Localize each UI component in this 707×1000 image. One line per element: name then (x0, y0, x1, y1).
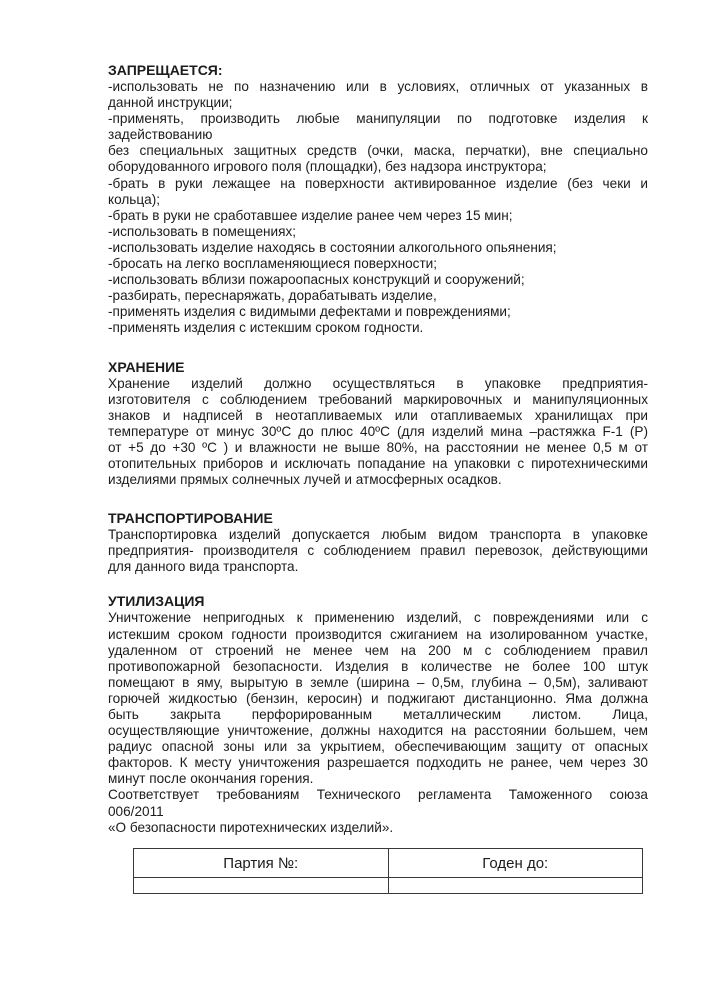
text-line: быть закрыта перфорированным металлическим листом. Лица, (108, 707, 648, 722)
batch-number-label: Партия №: (134, 849, 389, 877)
table-header-row (134, 849, 642, 878)
text-line: от +5 до +30 ºС ) и влажности не выше 80%, на расстоянии не менее 0,5 м от (108, 439, 648, 455)
text-line: Хранение изделий должно осуществляться в упаковке предприятия- (108, 375, 648, 391)
text-line: -бросать на легко воспламеняющиеся поверхности; (108, 256, 438, 272)
section-disposal (108, 593, 648, 835)
document-body (108, 62, 648, 836)
section-transport (108, 510, 648, 575)
text-line: помещают в яму, вырытую в земле (ширина – 0,5м, глубина – 0,5м), заливают (108, 674, 648, 690)
text-line: -использовать не по назначению или в условиях, отличных от указанных в (108, 79, 648, 94)
text-line: факторов. К месту уничтожения разрешается подходить не ранее, чем через 30 (108, 755, 648, 771)
text-line: кольца); (108, 191, 161, 207)
text-line: Уничтожение непригодных к применению изделий, с повреждениями или с (108, 610, 648, 626)
text-line: для данного вида транспорта. (108, 559, 299, 575)
transport-lines (108, 527, 648, 575)
text-line: -брать в руки лежащее на поверхности активированное изделие (без чеки и (108, 175, 648, 191)
text-line: Транспортировка изделий допускается любым видом транспорта в упаковке (108, 527, 648, 543)
table-value-row (134, 878, 642, 894)
text-line: данной инструкции; (108, 95, 233, 111)
text-line: 006/2011 (108, 803, 164, 819)
text-line: без специальных защитных средств (очки, маска, перчатки), вне специально (108, 143, 648, 159)
text-line: знаков и надписей в неотапливаемых или отапливаемых хранилищах при (108, 407, 648, 423)
prohibited-lines (108, 79, 648, 337)
section-storage (108, 359, 648, 489)
section-prohibited (108, 62, 648, 337)
storage-lines (108, 376, 648, 489)
text-line: радиус опасной зоны или за укрытием, обеспечивающим защиту от опасных (108, 739, 648, 755)
text-line: минут после окончания горения. (108, 771, 314, 787)
text-line: изделиями прямых солнечных лучей и атмосферных осадков. (108, 472, 502, 488)
text-line: -использовать в помещениях; (108, 223, 297, 239)
text-line: предприятия- производителя с соблюдением правил перевозок, действующими (108, 543, 648, 559)
batch-expiry-table (133, 848, 643, 894)
section-heading-disposal: УТИЛИЗАЦИЯ (108, 593, 205, 610)
disposal-lines (108, 610, 648, 835)
batch-number-value[interactable] (134, 878, 389, 894)
text-line: -разбирать, переснаряжать, дорабатывать изделие, (108, 288, 437, 304)
text-line: -использовать вблизи пожароопасных конструкций и сооружений; (108, 272, 525, 288)
expiry-date-value[interactable] (389, 878, 643, 894)
section-heading-prohibited: ЗАПРЕЩАЕТСЯ: (108, 62, 223, 78)
text-line: противопожарной безопасности. Изделия в количестве не более 100 штук (108, 658, 648, 674)
text-line: изготовителя с соблюдением требований маркировочных и манипуляционных (108, 391, 648, 407)
text-line: задействованию (108, 127, 213, 143)
text-line: -применять, производить любые манипуляции по подготовке изделия к (108, 111, 648, 127)
text-line: истекшим сроком годности производится сжиганием на изолированном участке, (108, 626, 648, 642)
text-line: горючей жидкостью (бензин, керосин) и поджигают дистанционно. Яма должна (108, 690, 648, 706)
text-line: -применять изделия с истекшим сроком годности. (108, 320, 424, 336)
text-line: отопительных приборов и исключать попадание на упаковки с пиротехническими (108, 455, 648, 471)
text-line: температуре от минус 30ºС до плюс 40ºС (для изделий мина –растяжка F-1 (Р) (108, 423, 648, 439)
text-line: -использовать изделие находясь в состоянии алкогольного опьянения; (108, 239, 557, 255)
text-line: «О безопасности пиротехнических изделий». (108, 819, 394, 835)
section-heading-transport: ТРАНСПОРТИРОВАНИЕ (108, 510, 273, 527)
text-line: -брать в руки не сработавшее изделие ранее чем через 15 мин; (108, 207, 513, 223)
text-line: Соответствует требованиям Технического регламента Таможенного союза (108, 787, 648, 803)
section-heading-storage: ХРАНЕНИЕ (108, 358, 185, 375)
text-line: -применять изделия с видимыми дефектами и повреждениями; (108, 304, 511, 320)
text-line: оборудованного игрового поля (площадки), без надзора инструктора; (108, 159, 547, 175)
text-line: осуществляющие уничтожение, должны находится на расстоянии большем, чем (108, 723, 648, 739)
text-line: удаленном от строений не менее чем на 200 м с соблюдением правил (108, 642, 648, 658)
expiry-date-label: Годен до: (482, 854, 549, 872)
